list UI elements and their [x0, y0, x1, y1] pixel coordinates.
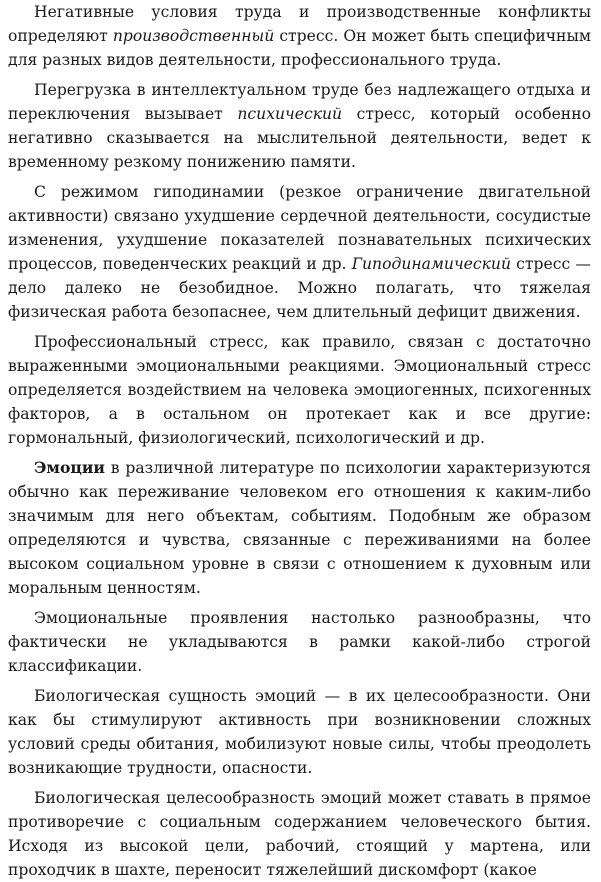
- text-run: Негативные условия труда и производственные конфликты определяют: [8, 3, 591, 45]
- paragraph-6: [8, 606, 591, 678]
- text-run: С режимом гиподинамии (резкое ограничение двигательной активности) связано ухудшение сердечной деятельности, сосудистые изменения, ухудшение показателей познавательных психических процессов, поведенческих реакций и др.: [8, 183, 591, 273]
- text-run: стресс — дело далеко не безобидное. Можно полагать, что тяжелая физическая работа безопаснее, чем длительный дефицит движения.: [8, 255, 591, 321]
- bold-term: Эмоции: [34, 458, 106, 477]
- text-run: Перегрузка в интеллектуальном труде без надлежащего отдыха и переключения вызывает: [8, 81, 591, 123]
- paragraph-3: [8, 180, 591, 324]
- text-run: Биологическая сущность эмоций — в их целесообразности. Они как бы стимулируют активность при возникновении сложных условий среды обитания, мобилизуют новые силы, чтобы преодолеть возникающие трудности, опасности.: [8, 687, 591, 777]
- paragraph-8: [8, 786, 591, 882]
- paragraph-7: [8, 684, 591, 780]
- paragraph-5: [8, 456, 591, 600]
- italic-term: производственный: [112, 27, 275, 45]
- text-run: в различной литературе по психологии характеризуются обычно как переживание человеком его отношения к каким-либо значимым для него объектам, событиям. Подобным же образом определяются и чувства, связанные с переживаниями на более высоком социальном уровне в связи с отношением к духовным или моральным ценностям.: [8, 459, 591, 597]
- italic-term: психический: [237, 105, 343, 123]
- text-run: стресс, который особенно негативно сказывается на мыслительной деятельности, ведет к временному резкому понижению памяти.: [8, 105, 591, 171]
- paragraph-4: [8, 330, 591, 450]
- paragraph-2: [8, 78, 591, 174]
- text-run: Эмоциональные проявления настолько разнообразны, что фактически не укладываются в рамки какой-либо строгой классификации.: [8, 609, 591, 675]
- paragraph-1: [8, 0, 591, 72]
- text-run: Профессиональный стресс, как правило, связан с достаточно выраженными эмоциональными реакциями. Эмоциональный стресс определяется воздействием на человека эмоциогенных, психогенных факторов, а в остальном он протекает как и все другие: гормональный, физиологический, психологический и др.: [8, 333, 591, 447]
- text-run: Биологическая целесообразность эмоций может ставать в прямое противоречие с социальным содержанием человеческого бытия. Исходя из высокой цели, рабочий, стоящий у мартена, или проходчик в шахте, переносит тяжелейший дискомфорт (какое: [8, 789, 591, 879]
- italic-term: Гиподинамический: [351, 255, 512, 273]
- text-run: стресс. Он может быть специфичным для разных видов деятельности, профессионального труда.: [8, 27, 591, 69]
